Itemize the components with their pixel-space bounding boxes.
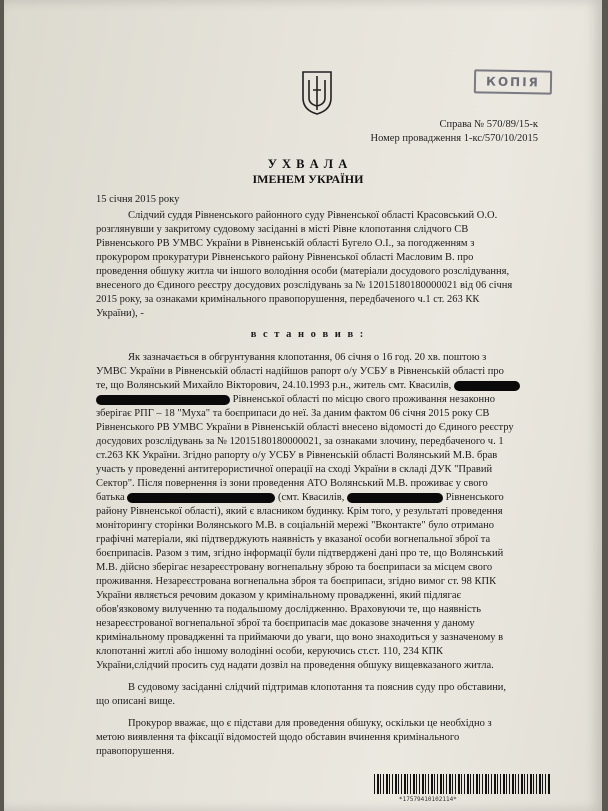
intro-line: розглянувши у закритому судовому засіданні в місті Рівне клопотання слідчого СВ bbox=[96, 224, 469, 235]
body-text: Рівненської області по місцю свого проживання незаконно bbox=[232, 394, 496, 405]
body-line: незареєстрованої вогнепальної зброї та боєприпасів має доказове значення у даному bbox=[96, 618, 475, 629]
body-text: те, що Волянський Михайло Вікторович, 24.10.1993 р.н., житель смт. Квасилів, bbox=[96, 380, 452, 391]
body-text: батька bbox=[96, 492, 125, 503]
copy-stamp: КОПІЯ bbox=[474, 69, 552, 94]
body-line: моніторингу сторінки Волянського М.В. в соціальній мережі "Вконтакте" було отримано bbox=[96, 520, 494, 531]
body-line: графічні матеріали, які підтверджують наявність у вказаної особи вогнепальної зброї та bbox=[96, 534, 491, 545]
redaction-bar bbox=[96, 395, 230, 405]
redaction-bar bbox=[127, 493, 275, 503]
body-line: кримінальному провадженні та приймаючи до уваги, що воно знаходиться у зазначеному в bbox=[96, 632, 504, 643]
body-text: (смт. Квасилів, bbox=[277, 492, 345, 503]
intro-line: Рівненського РВ УМВС України в Рівненській області Бугело О.І., за погодженням з bbox=[96, 238, 475, 249]
body-line: метою виявлення та фіксації відомостей щодо обставин вчинення кримінального bbox=[96, 732, 460, 743]
document-page bbox=[4, 0, 602, 811]
redaction-bar bbox=[454, 381, 520, 391]
document-date: 15 січня 2015 року bbox=[96, 194, 180, 205]
body-line: В судовому засіданні слідчий підтримав клопотання та пояснив суду про обставини, bbox=[128, 682, 507, 693]
body-line: клопотанні житлі або іншому володінні особи, керуючись ст.ст. 110, 234 КПК bbox=[96, 646, 444, 657]
body-line: Як зазначається в обгрунтування клопотання, 06 січня о 16 год. 20 хв. поштою з bbox=[128, 352, 487, 363]
body-line: Сектор". Після повернення із зони проведення АТО Волянський М.В. проживає у свого bbox=[96, 478, 488, 489]
intro-line: Слідчий суддя Рівненського районного суду Рівненської області Красовський О.О. bbox=[128, 210, 498, 221]
body-line: досудових розслідувань за № 12015180180000021, за ознаками злочину, передбаченого ч. 1 bbox=[96, 436, 504, 447]
redaction-bar bbox=[347, 493, 443, 503]
body-line: участь у проведенні антитерористичної операції на сході України в складі ДУК "Правий bbox=[96, 464, 493, 475]
document-title: У Х В А Л А bbox=[267, 157, 349, 171]
body-line: України являється речовим доказом у кримінальному провадженні, який підлягає bbox=[96, 590, 461, 601]
body-line: проживання. Незареєстрована вогнепальна зброя та боєприпаси, згідно вимог ст. 98 КПК bbox=[96, 576, 497, 587]
body-line: Рівненського РВ УМВС України в Рівненській області внесено відомості до Єдиного реєстру bbox=[96, 422, 514, 433]
barcode-number: *17579410102114* bbox=[399, 796, 457, 803]
proceeding-number: Номер провадження 1-кс/570/10/2015 bbox=[370, 133, 538, 144]
body-line: України,слідчий просить суд надати дозвіл на проведення обшуку вищевказаного житла. bbox=[96, 660, 494, 671]
document-subtitle: ІМЕНЕМ УКРАЇНИ bbox=[252, 172, 364, 186]
body-line: Прокурор вважає, що є підстави для проведення обшуку, оскільки це необхідно з bbox=[128, 718, 492, 729]
section-heading: в с т а н о в и в : bbox=[250, 329, 366, 340]
body-line: боєприпасів. Разом з тим, згідно інформації були підтверджені дані про те, що Волянський bbox=[96, 548, 504, 559]
intro-line: прокурором прокуратури Рівненського району Рівненської області Масловим В. про bbox=[96, 252, 474, 263]
trident-emblem-icon bbox=[300, 68, 334, 116]
body-line bbox=[96, 491, 504, 506]
body-line: обов'язковому вилученню та подальшому дослідженню. Враховуючи те, що наявність bbox=[96, 604, 482, 615]
body-line: М.В. дійсно зберігає незареєстровану вогнепальну зброю та боєприпаси за місцем свого bbox=[96, 562, 493, 573]
body-line: УМВС України в Рівненській області надійшов рапорт о/у УСБУ в Рівненській області про bbox=[96, 366, 504, 377]
intro-line: 2015 року, за ознаками кримінального правопорушення, передбаченого ч.1 ст. 263 КК bbox=[96, 294, 480, 305]
case-number: Справа № 570/89/15-к bbox=[439, 119, 538, 130]
intro-line: проведення обшуку житла чи іншого володіння особи (матеріали досудового розслідування, bbox=[96, 266, 510, 277]
body-text: Рівненського bbox=[445, 492, 504, 503]
body-line: правопорушення. bbox=[96, 746, 175, 757]
body-line: району Рівненської області), який є власником будинку. Крім того, у результаті проведення bbox=[96, 506, 503, 517]
body-line: ст.263 КК України. Згідно рапорту о/у УСБУ в Рівненській області Волянський М.В. брав bbox=[96, 450, 498, 461]
body-line: зберігає РПГ – 18 "Муха" та боєприпаси до неї. За даним фактом 06 січня 2015 року СВ bbox=[96, 408, 490, 419]
intro-line: України), - bbox=[96, 308, 144, 319]
body-line bbox=[96, 393, 495, 408]
body-line: що описані вище. bbox=[96, 696, 176, 707]
body-line bbox=[96, 379, 520, 394]
barcode bbox=[374, 774, 550, 794]
intro-line: внесеного до Єдиного реєстру досудових розслідувань за № 12015180180000021 від 06 січня bbox=[96, 280, 513, 291]
